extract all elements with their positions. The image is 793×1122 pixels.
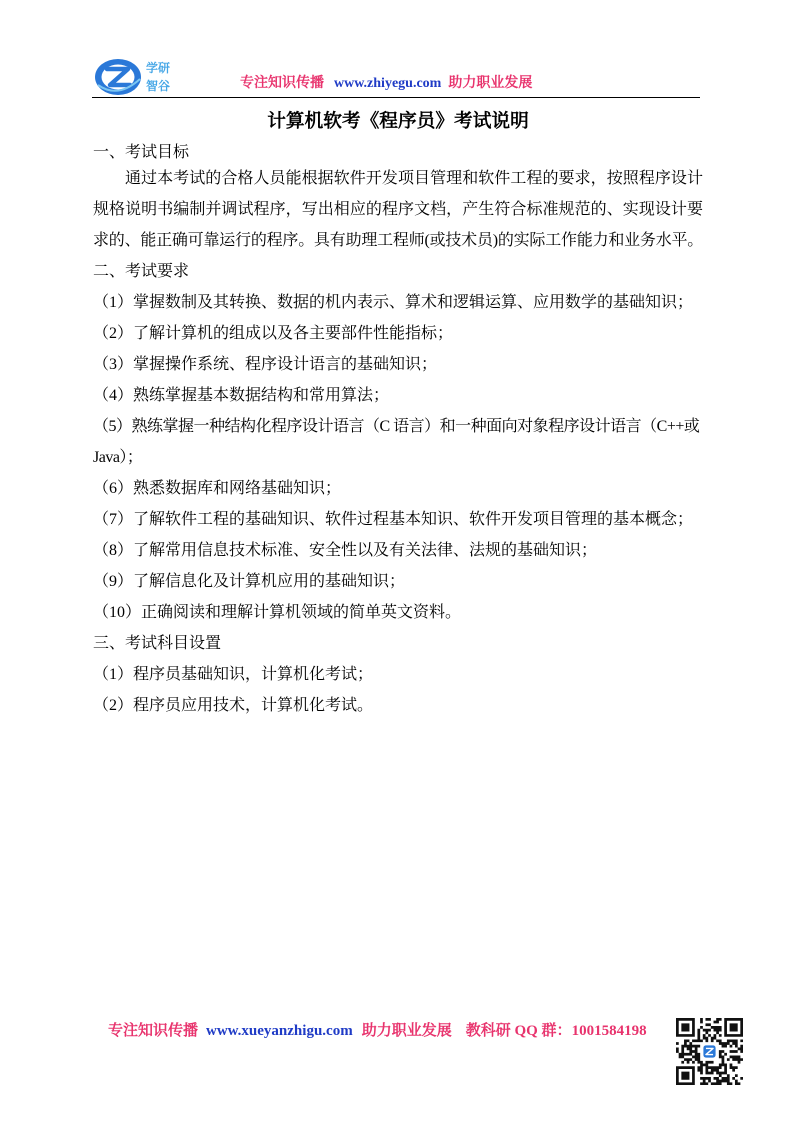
exam-requirements-list	[93, 287, 703, 628]
list-item: （9）了解信息化及计算机应用的基础知识；	[93, 573, 406, 590]
footer-slogan	[108, 1021, 647, 1041]
document-title: 计算机软考《程序员》考试说明	[267, 111, 529, 132]
section-heading-exam-goal: 一、考试目标	[93, 144, 190, 161]
xueyan-zhigu-logo-icon	[94, 55, 178, 99]
footer-slogan-right: 助力职业发展	[361, 1023, 452, 1039]
paragraph-line: 规格说明书编制并调试程序，写出相应的程序文档，产生符合标准规范的、实现设计要	[93, 201, 703, 218]
qr-code-icon	[676, 1018, 743, 1085]
section-heading-exam-requirements: 二、考试要求	[93, 263, 190, 280]
header-slogan-left: 专注知识传播	[240, 76, 324, 91]
list-item: （7）了解软件工程的基础知识、软件过程基本知识、软件开发项目管理的基本概念；	[93, 511, 694, 528]
header-divider	[92, 97, 700, 98]
list-item: （2）程序员应用技术，计算机化考试。	[93, 697, 374, 714]
document-body	[93, 137, 703, 721]
footer-qq-number: 1001584198	[571, 1023, 647, 1039]
list-item: （2）了解计算机的组成以及各主要部件性能指标；	[93, 325, 454, 342]
paragraph-line: 求的、能正确可靠运行的程序。具有助理工程师(或技术员)的实际工作能力和业务水平。	[93, 232, 703, 249]
exam-subjects-list	[93, 659, 703, 721]
list-item: （3）掌握操作系统、程序设计语言的基础知识；	[93, 356, 438, 373]
header-slogan	[240, 74, 532, 94]
exam-goal-paragraph	[93, 163, 703, 256]
list-item: （1）程序员基础知识，计算机化考试；	[93, 666, 374, 683]
list-item: （8）了解常用信息技术标准、安全性以及有关法律、法规的基础知识；	[93, 542, 598, 559]
footer-slogan-left: 专注知识传播	[108, 1023, 199, 1039]
list-item: （1）掌握数制及其转换、数据的机内表示、算术和逻辑运算、应用数学的基础知识；	[93, 294, 694, 311]
paragraph-line: 通过本考试的合格人员能根据软件开发项目管理和软件工程的要求，按照程序设计	[125, 170, 703, 187]
header-slogan-right: 助力职业发展	[448, 76, 533, 91]
list-item: （5）熟练掌握一种结构化程序设计语言（C 语言）和一种面向对象程序设计语言（C++或 Java）；	[93, 418, 700, 466]
list-item: （6）熟悉数据库和网络基础知识；	[93, 480, 342, 497]
list-item: （4）熟练掌握基本数据结构和常用算法；	[93, 387, 390, 404]
logo-text-line2: 智谷	[146, 79, 171, 93]
footer-url-link[interactable]: www.xueyanzhigu.com	[206, 1023, 353, 1039]
section-heading-exam-subjects: 三、考试科目设置	[93, 635, 222, 652]
footer-qq-label: 教科研 QQ 群：	[465, 1023, 572, 1039]
logo-text-line1: 学研	[146, 61, 171, 75]
list-item: （10）正确阅读和理解计算机领域的简单英文资料。	[93, 604, 462, 621]
header-url-link[interactable]: www.zhiyegu.com	[334, 76, 442, 91]
